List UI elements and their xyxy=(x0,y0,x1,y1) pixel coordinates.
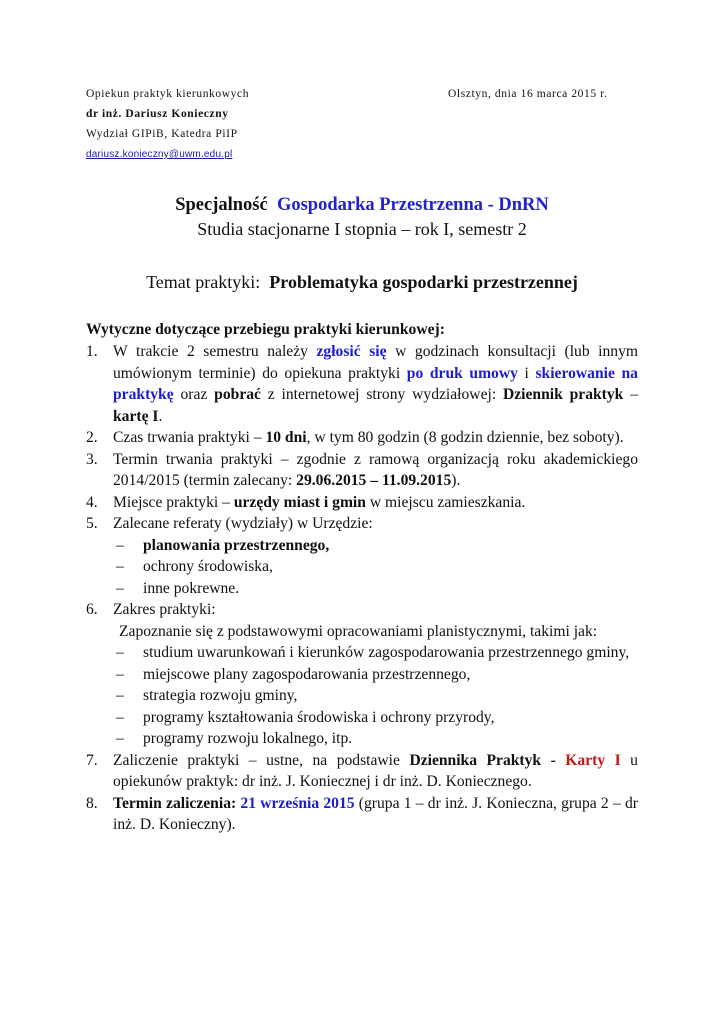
guidelines-list xyxy=(86,341,638,836)
item-text: Zalecane referaty (wydziały) w Urzędzie: xyxy=(113,515,373,532)
item-text: w miejscu zamieszkania. xyxy=(365,493,526,511)
list-item-7 xyxy=(86,750,638,793)
scope-intro: Zapoznanie się z podstawowymi opracowaniami planistycznymi, takimi jak: xyxy=(119,622,598,640)
sub-item-text: ochrony środowiska, xyxy=(143,558,273,575)
sub-item-text: miejscowe plany zagospodarowania przestrzennego, xyxy=(143,665,471,683)
sub-item xyxy=(86,642,638,664)
item-bold: Termin zaliczenia: xyxy=(113,794,237,812)
list-item-3 xyxy=(86,449,638,492)
sender-role: Opiekun praktyk kierunkowych xyxy=(86,88,250,100)
place-date: Olsztyn, dnia 16 marca 2015 r. xyxy=(448,88,608,100)
dash-bullet: – xyxy=(116,579,124,597)
item-text: Miejsce praktyki – xyxy=(113,493,234,511)
topic-value: Problematyka gospodarki przestrzennej xyxy=(269,272,578,292)
sub-item-text: studium uwarunkowań i kierunków zagospodarowania przestrzennego gminy, xyxy=(143,644,630,661)
item-text: Termin trwania praktyki – zgodnie z ramową organizacją roku akademickiego 2014/2015 (termin zalecany: xyxy=(113,450,638,489)
sub-item-text: planowania przestrzennego, xyxy=(143,536,330,554)
dash-bullet: – xyxy=(116,558,124,575)
item-text: Zaliczenie praktyki – ustne, na podstawie xyxy=(113,751,410,769)
item-highlight-red: Karty I xyxy=(565,751,621,769)
item-number: 4. xyxy=(86,493,98,511)
item-number: 1. xyxy=(86,343,98,360)
item-text: Czas trwania praktyki – xyxy=(113,429,266,446)
studies-line: Studia stacjonarne I stopnia – rok I, semestr 2 xyxy=(197,219,527,239)
list-item-1 xyxy=(86,341,638,427)
item-text: – xyxy=(623,386,638,403)
item-bold: pobrać xyxy=(214,386,261,403)
dash-bullet: – xyxy=(116,644,124,661)
item-text: (grupa 1 – dr inż. J. Konieczna, grupa 2 – dr inż. D. Konieczny). xyxy=(113,794,638,833)
sub-item-text: programy kształtowania środowiska i ochrony przyrody, xyxy=(143,708,495,726)
list-item-6 xyxy=(86,599,638,621)
item-text: , w tym 80 godzin (8 godzin dziennie, bez soboty). xyxy=(306,429,624,446)
item-number: 2. xyxy=(86,429,98,446)
item-text: . xyxy=(158,407,163,425)
item-text: ). xyxy=(451,472,461,489)
item-bold: urzędy miast i gmin xyxy=(233,493,366,511)
item-text: Zakres praktyki: xyxy=(113,601,216,618)
specialty-heading xyxy=(0,195,724,216)
item-highlight: zgłosić się xyxy=(316,343,387,360)
item-number: 5. xyxy=(86,515,98,532)
sender-block xyxy=(86,84,249,165)
sender-department: Wydział GIPiB, Katedra PiIP xyxy=(86,128,238,140)
sender-name: dr inż. Dariusz Konieczny xyxy=(86,108,229,120)
list-item-4 xyxy=(86,492,638,514)
item-bold: 29.06.2015 – 11.09.2015 xyxy=(296,472,452,489)
item-bold: Dziennik praktyk xyxy=(503,386,624,403)
item-bold: 10 dni xyxy=(265,429,307,446)
sub-item-text: strategia rozwoju gminy, xyxy=(143,687,298,704)
item-highlight: po druk umowy xyxy=(406,364,518,382)
sub-item xyxy=(86,664,638,686)
sender-email-link[interactable]: dariusz.konieczny@uwm.edu.pl xyxy=(86,149,233,160)
sub-item xyxy=(86,685,638,707)
sub-item-text: inne pokrewne. xyxy=(143,579,240,597)
item-number: 3. xyxy=(86,450,98,468)
item-text: u opiekunów praktyk: dr inż. J. Koniecznej i dr inż. D. Koniecznego. xyxy=(113,751,638,790)
sub-item xyxy=(86,556,638,578)
item-number: 7. xyxy=(86,751,98,769)
item-text: W trakcie 2 semestru należy xyxy=(113,343,317,360)
sub-item xyxy=(86,728,638,750)
sub-item xyxy=(86,578,638,600)
item-text: w godzinach konsultacji (lub innym umówionym terminie) do opiekuna praktyki xyxy=(113,343,639,382)
item-bold: kartę I xyxy=(113,407,159,425)
topic-heading xyxy=(0,272,724,293)
dash-bullet: – xyxy=(116,687,124,704)
list-item-8 xyxy=(86,793,638,836)
dash-bullet: – xyxy=(116,730,124,747)
list-item-2 xyxy=(86,427,638,449)
dash-bullet: – xyxy=(116,708,124,726)
list-item-5 xyxy=(86,513,638,535)
item-highlight: 21 września 2015 xyxy=(240,794,355,812)
dash-bullet: – xyxy=(116,665,124,683)
specialty-label: Specjalność xyxy=(175,195,268,215)
item-number: 6. xyxy=(86,601,98,618)
item-number: 8. xyxy=(86,794,98,812)
sub-item xyxy=(86,535,638,557)
item-text: i xyxy=(517,364,536,382)
sub-item-text: programy rozwoju lokalnego, itp. xyxy=(143,730,353,747)
item-highlight: skierowanie na praktykę xyxy=(113,364,638,403)
sub-item xyxy=(86,707,638,729)
item-bold: Dziennika Praktyk - xyxy=(409,751,566,769)
dash-bullet: – xyxy=(116,536,124,554)
item-text: z internetowej strony wydziałowej: xyxy=(260,386,503,403)
topic-label: Temat praktyki: xyxy=(146,272,261,292)
guidelines-heading: Wytyczne dotyczące przebiegu praktyki kierunkowej: xyxy=(86,321,445,338)
specialty-value: Gospodarka Przestrzenna - DnRN xyxy=(276,195,549,215)
item-text: oraz xyxy=(173,386,215,403)
